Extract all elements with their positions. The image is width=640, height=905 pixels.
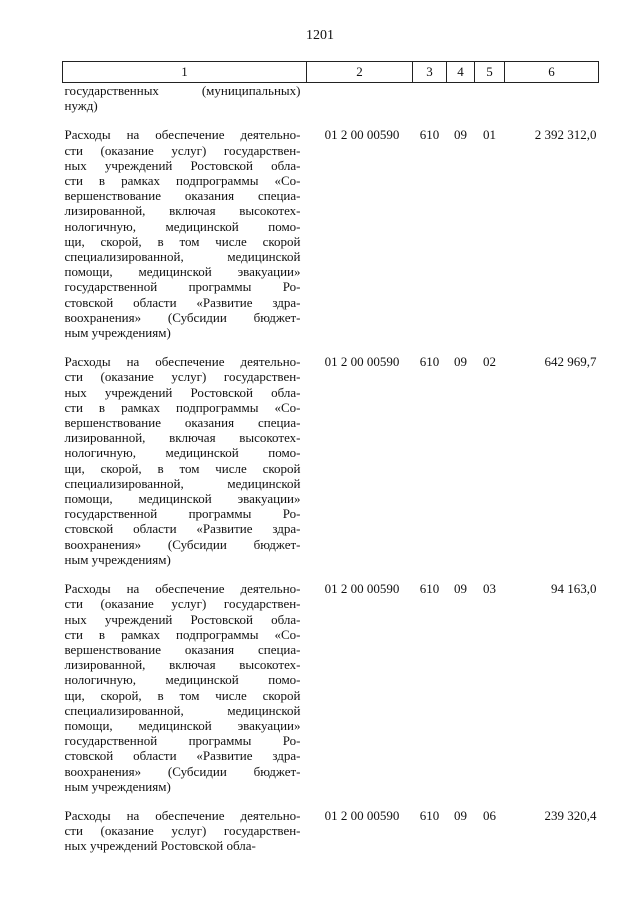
row-subsection: 02 — [483, 354, 496, 370]
header-col-1: 1 — [63, 62, 307, 83]
row-amount: 642 969,7 — [544, 354, 597, 370]
row-section: 09 — [454, 127, 467, 143]
description-line: стовской области «Развитие здра- — [64, 521, 301, 537]
row-description — [63, 794, 307, 854]
row-amount: 94 163,0 — [551, 581, 597, 597]
row-section: 09 — [454, 807, 467, 823]
description-line: ных учреждений Ростовской обла- — [64, 384, 301, 400]
description-line: Расходы на обеспечение деятельно- — [64, 581, 301, 597]
description-line: сти в рамках подпрограммы «Со- — [64, 626, 301, 642]
description-line: сти в рамках подпрограммы «Со- — [64, 173, 301, 189]
row-description — [63, 567, 307, 794]
description-line: помощи, медицинской эвакуации» — [64, 264, 301, 280]
row-target-code — [307, 83, 413, 114]
row-expense-type: 610 — [419, 354, 440, 370]
description-line: ным учреждениям) — [64, 551, 171, 567]
description-line: воохранения» (Субсидии бюджет- — [64, 763, 301, 779]
header-col-5: 5 — [475, 62, 505, 83]
row-subsection: 01 — [483, 127, 496, 143]
description-line: воохранения» (Субсидии бюджет- — [64, 309, 301, 325]
description-line: нологичную, медицинской помо- — [64, 445, 301, 461]
row-section: 09 — [454, 581, 467, 597]
description-line: сти (оказание услуг) государствен- — [64, 142, 301, 158]
table-body — [63, 83, 599, 854]
description-line: лизированной, включая высокотех- — [64, 203, 301, 219]
table-row — [63, 794, 599, 854]
description-line: вершенствование оказания специа- — [64, 188, 301, 204]
description-line: лизированной, включая высокотех- — [64, 657, 301, 673]
description-line: специализированной, медицинской — [64, 702, 301, 718]
row-expense-type: 610 — [419, 807, 440, 823]
budget-table — [62, 61, 599, 854]
table-row — [63, 567, 599, 794]
table-header — [63, 62, 599, 83]
description-line: государственной программы Ро- — [64, 733, 301, 749]
description-line: щи, скорой, в том числе скорой — [64, 233, 301, 249]
header-col-6: 6 — [505, 62, 599, 83]
row-target-code: 01 2 00 00590 — [324, 127, 400, 143]
description-line: ных учреждений Ростовской обла- — [64, 838, 256, 854]
description-line: Расходы на обеспечение деятельно- — [64, 354, 301, 370]
description-line: помощи, медицинской эвакуации» — [64, 491, 301, 507]
table-row — [63, 113, 599, 340]
row-amount — [505, 83, 599, 114]
description-line: помощи, медицинской эвакуации» — [64, 717, 301, 733]
description-line: государственной программы Ро- — [64, 506, 301, 522]
description-line: Расходы на обеспечение деятельно- — [64, 127, 301, 143]
row-target-code: 01 2 00 00590 — [324, 581, 400, 597]
description-line: сти (оказание услуг) государствен- — [64, 823, 301, 839]
description-line: стовской области «Развитие здра- — [64, 748, 301, 764]
row-target-code: 01 2 00 00590 — [324, 354, 400, 370]
header-col-3: 3 — [413, 62, 447, 83]
description-line: сти (оказание услуг) государствен- — [64, 596, 301, 612]
row-amount: 239 320,4 — [544, 807, 597, 823]
description-line: ным учреждениям) — [64, 325, 171, 341]
description-line: Расходы на обеспечение деятельно- — [64, 807, 301, 823]
table-row — [63, 340, 599, 567]
description-line: вершенствование оказания специа- — [64, 641, 301, 657]
description-line: воохранения» (Субсидии бюджет- — [64, 536, 301, 552]
description-line: лизированной, включая высокотех- — [64, 430, 301, 446]
row-description — [63, 83, 307, 114]
header-col-2: 2 — [307, 62, 413, 83]
description-line: сти в рамках подпрограммы «Со- — [64, 399, 301, 415]
description-line: ных учреждений Ростовской обла- — [64, 611, 301, 627]
description-line: специализированной, медицинской — [64, 475, 301, 491]
row-description — [63, 340, 307, 567]
description-line: вершенствование оказания специа- — [64, 415, 301, 431]
description-line: сти (оказание услуг) государствен- — [64, 369, 301, 385]
description-line: нологичную, медицинской помо- — [64, 672, 301, 688]
description-line: ным учреждениям) — [64, 778, 171, 794]
row-section: 09 — [454, 354, 467, 370]
row-expense-type — [413, 83, 447, 114]
table-row — [63, 83, 599, 114]
row-description — [63, 113, 307, 340]
row-subsection: 06 — [483, 807, 496, 823]
description-line: щи, скорой, в том числе скорой — [64, 687, 301, 703]
description-line: нужд) — [64, 98, 98, 114]
description-line: щи, скорой, в том числе скорой — [64, 460, 301, 476]
description-line: ных учреждений Ростовской обла- — [64, 157, 301, 173]
row-subsection: 03 — [483, 581, 496, 597]
description-line: специализированной, медицинской — [64, 249, 301, 265]
row-amount: 2 392 312,0 — [534, 127, 597, 143]
row-subsection — [475, 83, 505, 114]
row-target-code: 01 2 00 00590 — [324, 807, 400, 823]
row-expense-type: 610 — [419, 127, 440, 143]
row-section — [447, 83, 475, 114]
page-number: 1201 — [306, 28, 334, 43]
description-line: государственной программы Ро- — [64, 279, 301, 295]
row-expense-type: 610 — [419, 581, 440, 597]
description-line: стовской области «Развитие здра- — [64, 294, 301, 310]
description-line: государственных (муниципальных) — [64, 83, 301, 98]
description-line: нологичную, медицинской помо- — [64, 218, 301, 234]
header-col-4: 4 — [447, 62, 475, 83]
